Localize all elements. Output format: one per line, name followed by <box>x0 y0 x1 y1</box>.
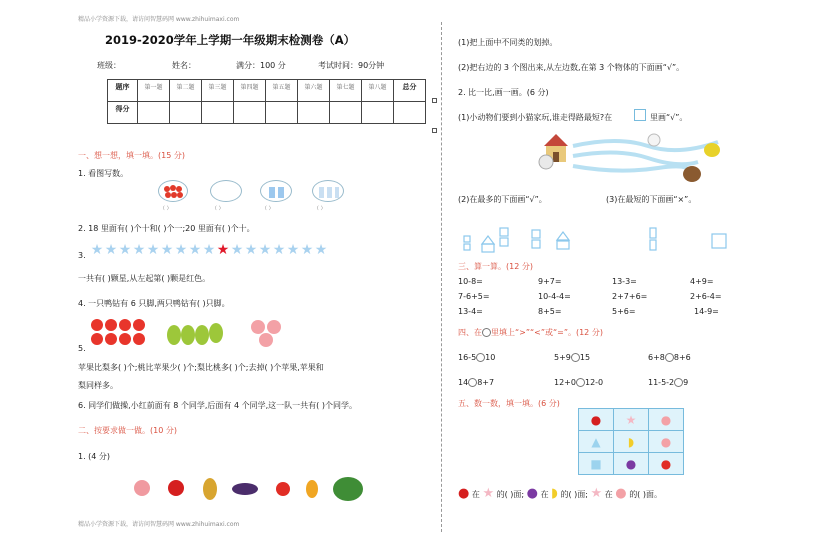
peach-icon: ● <box>615 486 627 501</box>
score-row-label: 得分 <box>108 102 138 124</box>
compare-item: 11-5-2 9 <box>648 378 689 387</box>
info-time: 考试时间：90分钟 <box>318 61 385 70</box>
star-icon: ★ <box>132 242 146 258</box>
section-4-heading <box>458 327 603 338</box>
compare-item: 6+8 8+6 <box>648 353 691 362</box>
banana-icon: ◗ <box>614 431 649 453</box>
blank[interactable]: （ ） <box>262 206 274 212</box>
star-icon: ★ <box>590 486 603 501</box>
blank[interactable]: （ ） <box>160 206 172 212</box>
score-row-label: 题序 <box>108 80 138 102</box>
question-1-3-text: 一共有( )颗星,从左起第( )颗是红色。 <box>78 274 211 283</box>
section-2-heading: 二、按要求做一做。(10 分) <box>78 426 177 435</box>
calc-cell: 10-8= <box>458 277 483 286</box>
score-cell[interactable] <box>170 102 202 124</box>
right-item-5b: (3)在最短的下面画“×”。 <box>606 195 697 204</box>
score-col: 第六题 <box>298 80 330 102</box>
strawberry-icon <box>276 482 290 496</box>
pineapple-icon <box>203 478 217 500</box>
animals-path-picture <box>528 128 728 192</box>
calc-cell: 8+5= <box>538 307 562 316</box>
score-col: 第四题 <box>234 80 266 102</box>
apple-icon: ● <box>579 409 614 431</box>
score-cell[interactable] <box>394 102 426 124</box>
star-icon: ★ <box>314 242 328 258</box>
eggplant-icon <box>232 483 258 495</box>
calc-cell: 13-3= <box>612 277 637 286</box>
pear-group <box>166 318 226 348</box>
compare-item: 16-5 10 <box>458 353 496 362</box>
info-class: 班级： <box>97 61 121 70</box>
compare-item: 12+0 12-0 <box>554 378 604 387</box>
page-title: 2019-2020学年上学期一年级期末检测卷（A） <box>105 33 356 47</box>
section-3-heading: 三、算一算。(12 分) <box>458 262 533 271</box>
shapes-picture <box>462 224 732 256</box>
calc-cell: 7-6+5= <box>458 292 490 301</box>
compare-circle[interactable] <box>476 353 485 362</box>
answer-box[interactable] <box>634 109 646 121</box>
peach-group <box>248 318 288 350</box>
calc-cell: 5+6= <box>612 307 636 316</box>
calc-cell: 2+7+6= <box>612 292 648 301</box>
position-grid <box>578 408 684 475</box>
question-1-1: 1. 看图写数。 <box>78 169 129 178</box>
star-icon: ★ <box>614 409 649 431</box>
info-full-score: 满分：100 分 <box>236 61 286 70</box>
question-1-5-line2: 梨同样多。 <box>78 381 118 390</box>
compare-item: 14 8+7 <box>458 378 495 387</box>
star-icon: ★ <box>118 242 132 258</box>
peach-icon: ● <box>649 409 684 431</box>
right-item-4b: 里画“√”。 <box>650 113 688 122</box>
info-name: 姓名： <box>172 61 196 70</box>
compare-circle[interactable] <box>576 378 585 387</box>
peach-icon <box>134 480 150 496</box>
pear-icon <box>306 480 318 498</box>
apple-icon <box>168 480 184 496</box>
score-cell[interactable] <box>362 102 394 124</box>
compare-circle[interactable] <box>468 378 477 387</box>
calc-cell: 14-9= <box>694 307 719 316</box>
right-item-4a: (1)小动物们要到小猫家玩,谁走得路最短?在 <box>458 113 613 122</box>
score-col: 第三题 <box>202 80 234 102</box>
right-item-3: 2. 比一比,画一画。(6 分) <box>458 88 549 97</box>
star-icon: ★ <box>104 242 118 258</box>
question-1-3-label: 3. <box>78 251 86 260</box>
score-col: 第八题 <box>362 80 394 102</box>
score-total: 总分 <box>394 80 426 102</box>
score-cell[interactable] <box>138 102 170 124</box>
count-picture-bundles-2 <box>312 180 344 202</box>
star-icon: ★ <box>230 242 244 258</box>
apple-icon: ● <box>458 486 470 501</box>
strawberry-icon: ● <box>649 453 684 475</box>
column-divider <box>441 22 442 532</box>
star-icon: ★ <box>300 242 314 258</box>
score-table <box>107 79 426 124</box>
question-2-1: 1. (4 分) <box>78 452 111 461</box>
right-item-1: (1)把上面中不同类的划掉。 <box>458 38 558 47</box>
calc-cell: 2+6-4= <box>690 292 722 301</box>
question-1-2: 2. 18 里面有( )个十和( )个一;20 里面有( )个十。 <box>78 224 255 233</box>
score-cell[interactable] <box>266 102 298 124</box>
last-question: ● 在 ★ 的( )面; ● 在 ◗ 的( )面; ★ 在 ● 的( )面。 <box>458 486 662 501</box>
header-note: 精品小学资源下载，请访问智慧码网 www.zhihuimaxi.com <box>78 16 240 23</box>
right-item-2: (2)把右边的 3 个图出来,从左边数,在第 3 个物体的下面画“√”。 <box>458 63 685 72</box>
question-1-6: 6. 同学们做操,小红前面有 8 个同学,后面有 4 个同学,这一队一共有( )个同学。 <box>78 401 357 410</box>
star-icon: ★ <box>174 242 188 258</box>
star-icon: ★ <box>188 242 202 258</box>
triangle-icon: ▲ <box>579 431 614 453</box>
star-icon: ★ <box>258 242 272 258</box>
items-row <box>132 472 372 504</box>
question-1-5-label: 5. <box>78 344 86 353</box>
score-col: 第五题 <box>266 80 298 102</box>
calc-cell: 13-4= <box>458 307 483 316</box>
footer-note: 精品小学资源下载，请访问智慧码网 www.zhihuimaxi.com <box>78 521 240 528</box>
calc-cell: 4+9= <box>690 277 714 286</box>
count-picture-dots <box>158 180 188 202</box>
star-icon: ★ <box>482 486 495 501</box>
blank[interactable]: （ ） <box>212 206 224 212</box>
score-cell[interactable] <box>234 102 266 124</box>
count-picture-bundles <box>260 180 292 202</box>
right-item-5a: (2)在最多的下面画“√”。 <box>458 195 547 204</box>
question-1-4: 4. 一只鸭钻有 6 只脚,两只鸭钻有( )只脚。 <box>78 299 230 308</box>
star-icon: ★ <box>146 242 160 258</box>
star-icon: ★ <box>244 242 258 258</box>
blank[interactable]: （ ） <box>314 206 326 212</box>
score-col: 第七题 <box>330 80 362 102</box>
grape-icon: ● <box>614 453 649 475</box>
calc-cell: 9+7= <box>538 277 562 286</box>
star-icon: ★ <box>90 242 104 258</box>
compare-item: 5+9 15 <box>554 353 591 362</box>
section-4-text-a: 四、在 <box>458 328 482 337</box>
banana-icon: ◗ <box>551 486 558 501</box>
grape-icon: ● <box>526 486 539 501</box>
star-icon: ★ <box>202 242 216 258</box>
star-icon-red: ★ <box>216 242 230 258</box>
score-cell[interactable] <box>298 102 330 124</box>
score-col: 第二题 <box>170 80 202 102</box>
star-icon: ★ <box>160 242 174 258</box>
circle-icon <box>482 328 491 337</box>
apple-group <box>90 318 148 350</box>
question-1-5-line1: 苹果比梨多( )个;桃比苹果少( )个;梨比桃多( )个;去掉( )个苹果,苹果和 <box>78 363 324 372</box>
calc-cell: 10-4-4= <box>538 292 571 301</box>
square-icon: ■ <box>579 453 614 475</box>
section-4-text-b: 里填上“>”“<”或“=”。(12 分) <box>491 328 603 337</box>
compare-circle[interactable] <box>674 378 683 387</box>
binding-mark <box>432 128 437 133</box>
star-row <box>90 242 328 258</box>
count-picture-empty <box>210 180 242 202</box>
score-col: 第一题 <box>138 80 170 102</box>
peach-icon: ● <box>649 431 684 453</box>
score-cell[interactable] <box>330 102 362 124</box>
binding-mark <box>432 98 437 103</box>
star-icon: ★ <box>286 242 300 258</box>
section-1-heading: 一、想一想，填一填。(15 分) <box>78 151 185 160</box>
star-icon: ★ <box>272 242 286 258</box>
compare-circle[interactable] <box>665 353 674 362</box>
compare-circle[interactable] <box>571 353 580 362</box>
section-5-heading: 五、数一数，填一填。(6 分) <box>458 399 560 408</box>
score-cell[interactable] <box>202 102 234 124</box>
watermelon-icon <box>333 477 363 501</box>
